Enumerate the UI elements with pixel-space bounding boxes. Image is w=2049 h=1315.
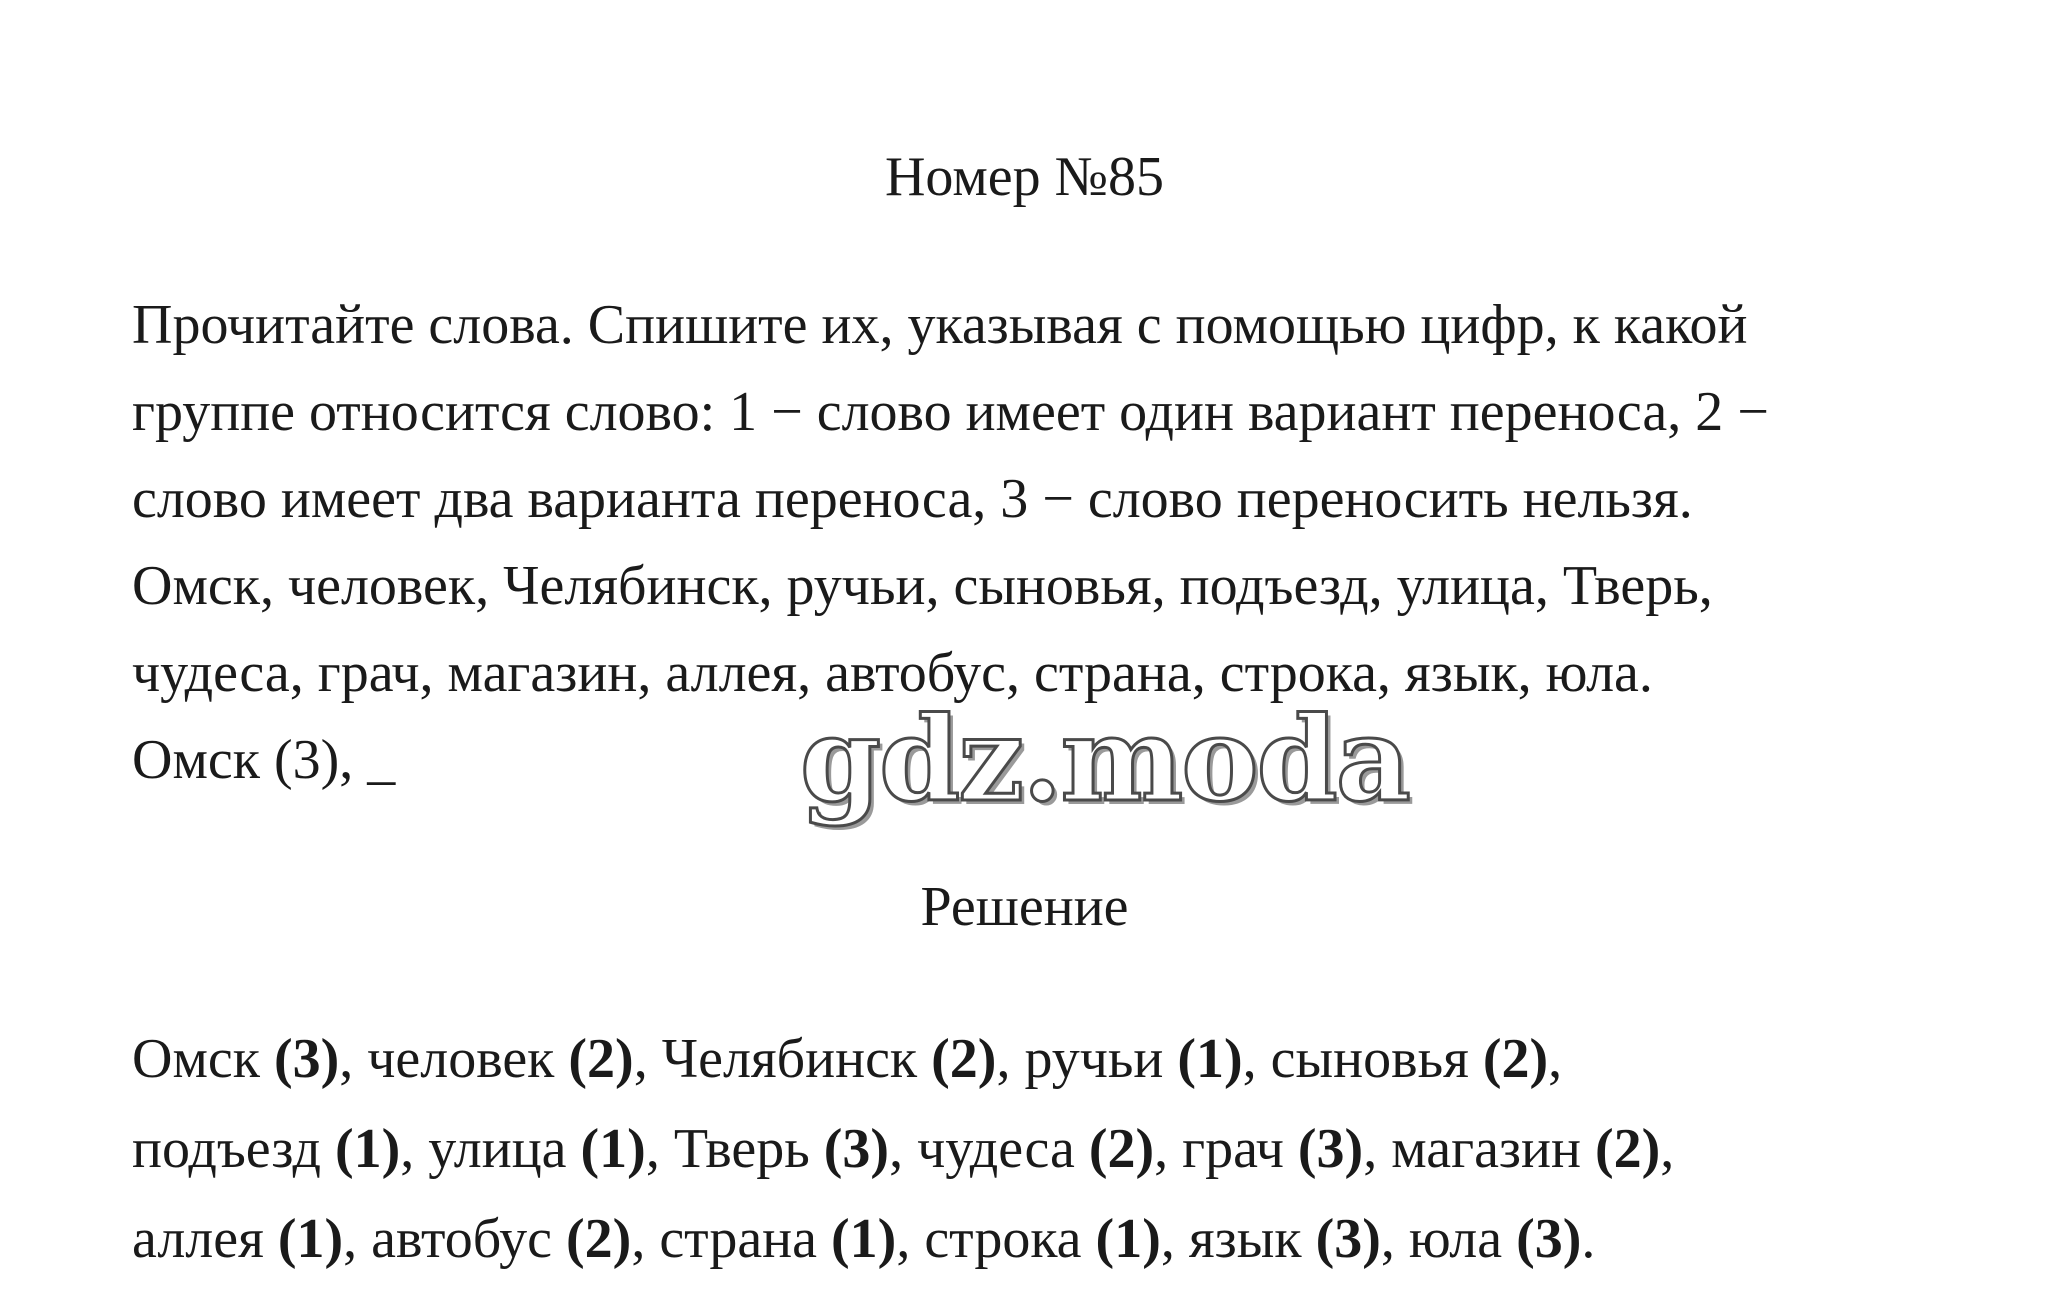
answer-line <box>132 1014 1932 1104</box>
answer-word: строка <box>924 1208 1096 1270</box>
task-line: слово имеет два варианта переноса, 3 − слово переносить нельзя. <box>132 468 1693 530</box>
task-line: группе относится слово: 1 − слово имеет один вариант переноса, 2 − <box>132 381 1769 443</box>
answer-separator: , <box>1160 1208 1189 1270</box>
answer-word: автобус <box>371 1208 567 1270</box>
answer-mark: (3) <box>823 1118 890 1180</box>
answer-line <box>132 1104 1932 1194</box>
answer-separator: , <box>339 1028 368 1090</box>
answer-word: человек <box>367 1028 569 1090</box>
answer-mark: (2) <box>568 1028 634 1090</box>
answer-mark: (1) <box>1095 1208 1161 1270</box>
answer-word: страна <box>659 1208 832 1270</box>
answer-mark: (3) <box>273 1028 340 1090</box>
answer-separator: , <box>343 1208 372 1270</box>
solution-heading: Решение <box>920 876 1129 938</box>
answer-mark: (2) <box>931 1028 997 1090</box>
answer-separator: , <box>400 1118 429 1180</box>
answer-word: подъезд <box>132 1118 335 1180</box>
answer-separator: . <box>1581 1208 1596 1270</box>
answer-word: сыновья <box>1270 1028 1483 1090</box>
answer-mark: (1) <box>580 1118 646 1180</box>
answer-separator: , <box>1363 1118 1392 1180</box>
answer-separator: , <box>633 1028 662 1090</box>
answer-mark: (1) <box>334 1118 401 1180</box>
answer-line <box>132 1194 1932 1284</box>
answer-word: юла <box>1408 1208 1517 1270</box>
task-line: Омск, человек, Челябинск, ручьи, сыновья, подъезд, улица, Тверь, <box>132 555 1713 617</box>
answer-mark: (2) <box>566 1208 632 1270</box>
answer-mark: (3) <box>1315 1208 1381 1270</box>
answer-separator: , <box>1154 1118 1183 1180</box>
answer-separator: , <box>1380 1208 1409 1270</box>
answer-word: Омск <box>132 1028 274 1090</box>
answer-word: магазин <box>1391 1118 1595 1180</box>
answer-word: аллея <box>132 1208 278 1270</box>
answer-separator: , <box>1242 1028 1271 1090</box>
answer-mark: (2) <box>1088 1118 1155 1180</box>
answer-word: Тверь <box>673 1118 824 1180</box>
answer-mark: (2) <box>1482 1028 1549 1090</box>
answer-separator: , <box>996 1028 1025 1090</box>
answer-word: чудеса <box>917 1118 1089 1180</box>
answer-mark: (1) <box>831 1208 897 1270</box>
answer-mark: (1) <box>277 1208 344 1270</box>
answer-separator: , <box>1548 1028 1563 1090</box>
task-line: Прочитайте слова. Спишите их, указывая с помощью цифр, к какой <box>132 294 1748 356</box>
page-title: Номер №85 <box>884 146 1165 208</box>
answer-separator: , <box>896 1208 925 1270</box>
answer-word: язык <box>1188 1208 1316 1270</box>
answer-text <box>132 1014 1932 1284</box>
answer-separator: , <box>1660 1118 1675 1180</box>
answer-separator: , <box>645 1118 674 1180</box>
answer-word: Челябинск <box>661 1028 932 1090</box>
watermark-logo: gdz.moda <box>800 692 1409 828</box>
answer-separator: , <box>631 1208 660 1270</box>
answer-mark: (1) <box>1177 1028 1243 1090</box>
answer-word: грач <box>1182 1118 1298 1180</box>
answer-mark: (2) <box>1594 1118 1661 1180</box>
answer-mark: (3) <box>1297 1118 1364 1180</box>
answer-word: улица <box>428 1118 581 1180</box>
answer-separator: , <box>889 1118 918 1180</box>
task-line: Омск (3), _ <box>132 729 396 791</box>
answer-word: ручьи <box>1024 1028 1178 1090</box>
answer-mark: (3) <box>1516 1208 1582 1270</box>
task-line: чудеса, грач, магазин, аллея, автобус, страна, строка, язык, юла. <box>132 642 1653 704</box>
